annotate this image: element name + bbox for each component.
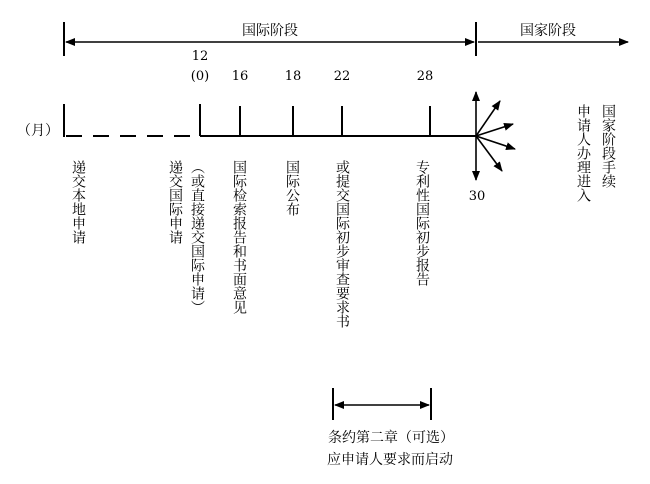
national-phase-label: 国家阶段 xyxy=(520,23,576,39)
month-unit-label: （月） xyxy=(17,123,59,139)
tick-label-30: 30 xyxy=(468,189,486,204)
event-national-entry: 申请人办理进入 xyxy=(575,104,591,202)
event-national-procedures: 国家阶段手续 xyxy=(600,104,616,188)
entry-arrow-2 xyxy=(476,124,513,136)
tick-label-16: 16 xyxy=(231,69,249,84)
intl-phase-label: 国际阶段 xyxy=(242,23,298,39)
entry-arrow-4 xyxy=(476,136,502,171)
event-intl-publication: 国际公布 xyxy=(284,160,300,216)
tick-label-22: 22 xyxy=(333,69,351,84)
tick-label-18: 18 xyxy=(284,69,302,84)
tick-label-28: 28 xyxy=(416,69,434,84)
chapter2-caption-line1: 条约第二章（可选） xyxy=(328,430,454,446)
entry-arrow-3 xyxy=(476,136,515,149)
event-intl-filing: 递交国际申请 xyxy=(167,160,183,244)
event-patentability-report: 专利性国际初步报告 xyxy=(414,160,430,286)
event-prelim-exam-demand: 或提交国际初步审查要求书 xyxy=(334,160,350,328)
entry-arrow-1 xyxy=(476,101,500,136)
tick-label-0: (0) xyxy=(190,69,210,84)
chapter2-caption-line2: 应申请人要求而启动 xyxy=(327,452,453,468)
tick-label-12: 12 xyxy=(191,49,209,64)
event-search-report: 国际检索报告和书面意见 xyxy=(231,160,247,314)
event-local-filing: 递交本地申请 xyxy=(70,160,86,244)
event-direct-intl-filing: （或直接递交国际申请） xyxy=(189,160,205,314)
